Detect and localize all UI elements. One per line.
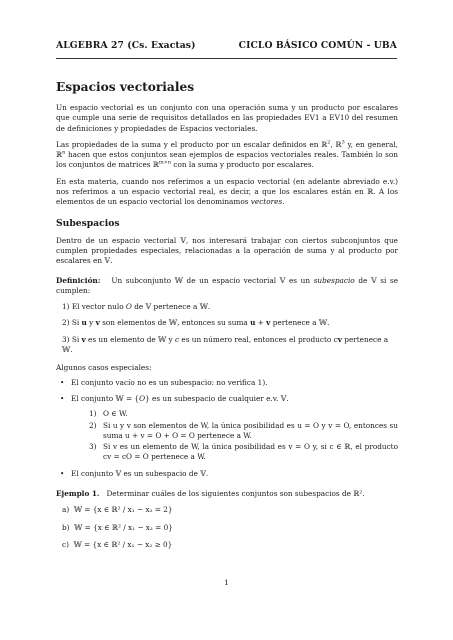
intro-paragraph-2: Las propiedades de la suma y el producto por un escalar definidos en ℝ$^2$, ℝ$^3$ y, en general, ℝ$^n$ hacen que estos conjuntos sean ejemplos de espacios vectoriales reales. También lo son los conjuntos de matrices ℝ$^{m\times n}$ con la suma y producto por escalares. [56,139,399,170]
intro-paragraph-3: En esta materia, cuando nos referimos a un espacio vectorial (en adelante abreviado e.v.) nos referimos a un espacio vectorial real, es decir, a que los escalares están en ℝ. A los elementos de un espacio vectorial los denominamos vectores. [56,176,399,207]
example-item-b: b) 𝕎 = {x ∈ ℝ² / x₁ − x₂ = 0} [62,522,173,532]
page-number: 1 [224,578,229,587]
header-rule [56,58,397,59]
page-header [56,40,397,51]
example-item-a: a) 𝕎 = {x ∈ ℝ² / x₁ − x₂ = 2} [62,505,173,515]
case-whole-space: • El conjunto 𝕍 es un subespacio de 𝕍. [60,468,209,478]
header-course: ALGEBRA 27 (Cs. Exactas) [56,40,196,51]
condition-2: 2) Si u y v son elementos de 𝕎, entonces su suma u + v pertenece a 𝕎. [62,318,330,328]
case-empty-set: • El conjunto vacío no es un subespacio: no verifica 1). [60,377,268,387]
definition-conditions [56,302,398,355]
cases-intro: Algunos casos especiales: [56,363,152,373]
zero-subspace-proof [89,409,398,462]
case-zero-subspace: • El conjunto 𝕎 = {O} es un subespacio de cualquier e.v. 𝕍. 1) O ∈ W. 2) Si u y v son elementos de W, la única posibilidad es u = O y v = O, entonces su suma u + v = O + O = O pertenece a W. 3) Si v es un elemento de W, la única posibilidad es v = O y, si c ∈ ℝ, el producto cv = cO = O pertenece a W. [60,393,398,462]
condition-3: 3) Si v es un elemento de 𝕎 y c es un número real, entonces el producto cv pertenece a 𝕎. [62,334,389,355]
section-heading-subespacios: Subespacios [56,217,120,229]
page-title: Espacios vectoriales [56,80,195,94]
example-statement: Ejemplo 1. Determinar cuáles de los siguientes conjuntos son subespacios de ℝ². [56,489,365,499]
page-content [56,72,398,557]
definition: Definición: Un subconjunto 𝕎 de un espacio vectorial 𝕍 es un subespacio de 𝕍 si se cumplen: [56,275,399,295]
proof-step-2: 2) Si u y v son elementos de W, la única posibilidad es u = O y v = O, entonces su suma u + v = O + O = O pertenece a W. [89,420,398,440]
condition-1: 1) El vector nulo O de 𝕍 pertenece a 𝕎. [62,302,211,312]
example-item-c: c) 𝕎 = {x ∈ ℝ² / x₁ − x₂ ≥ 0} [62,539,173,549]
proof-step-1: 1) O ∈ W. [89,409,128,419]
special-cases-list [56,378,398,479]
header-institution: CICLO BÁSICO COMÚN - UBA [238,40,397,51]
intro-paragraph-1: Un espacio vectorial es un conjunto con una operación suma y un producto por escalares que cumple una serie de requisitos detallados en las propiedades EV1 a EV10 del resumen de definiciones y propiedades de Espacios vectoriales. [56,103,398,133]
proof-step-3: 3) Si v es un elemento de W, la única posibilidad es v = O y, si c ∈ ℝ, el producto cv = cO = O pertenece a W. [89,442,398,462]
subespacios-paragraph: Dentro de un espacio vectorial 𝕍, nos interesará trabajar con ciertos subconjuntos que cumplen propiedades especiales, relacionadas a la operación de suma y al producto por escalares en 𝕍. [56,235,398,266]
example-items [62,505,398,550]
